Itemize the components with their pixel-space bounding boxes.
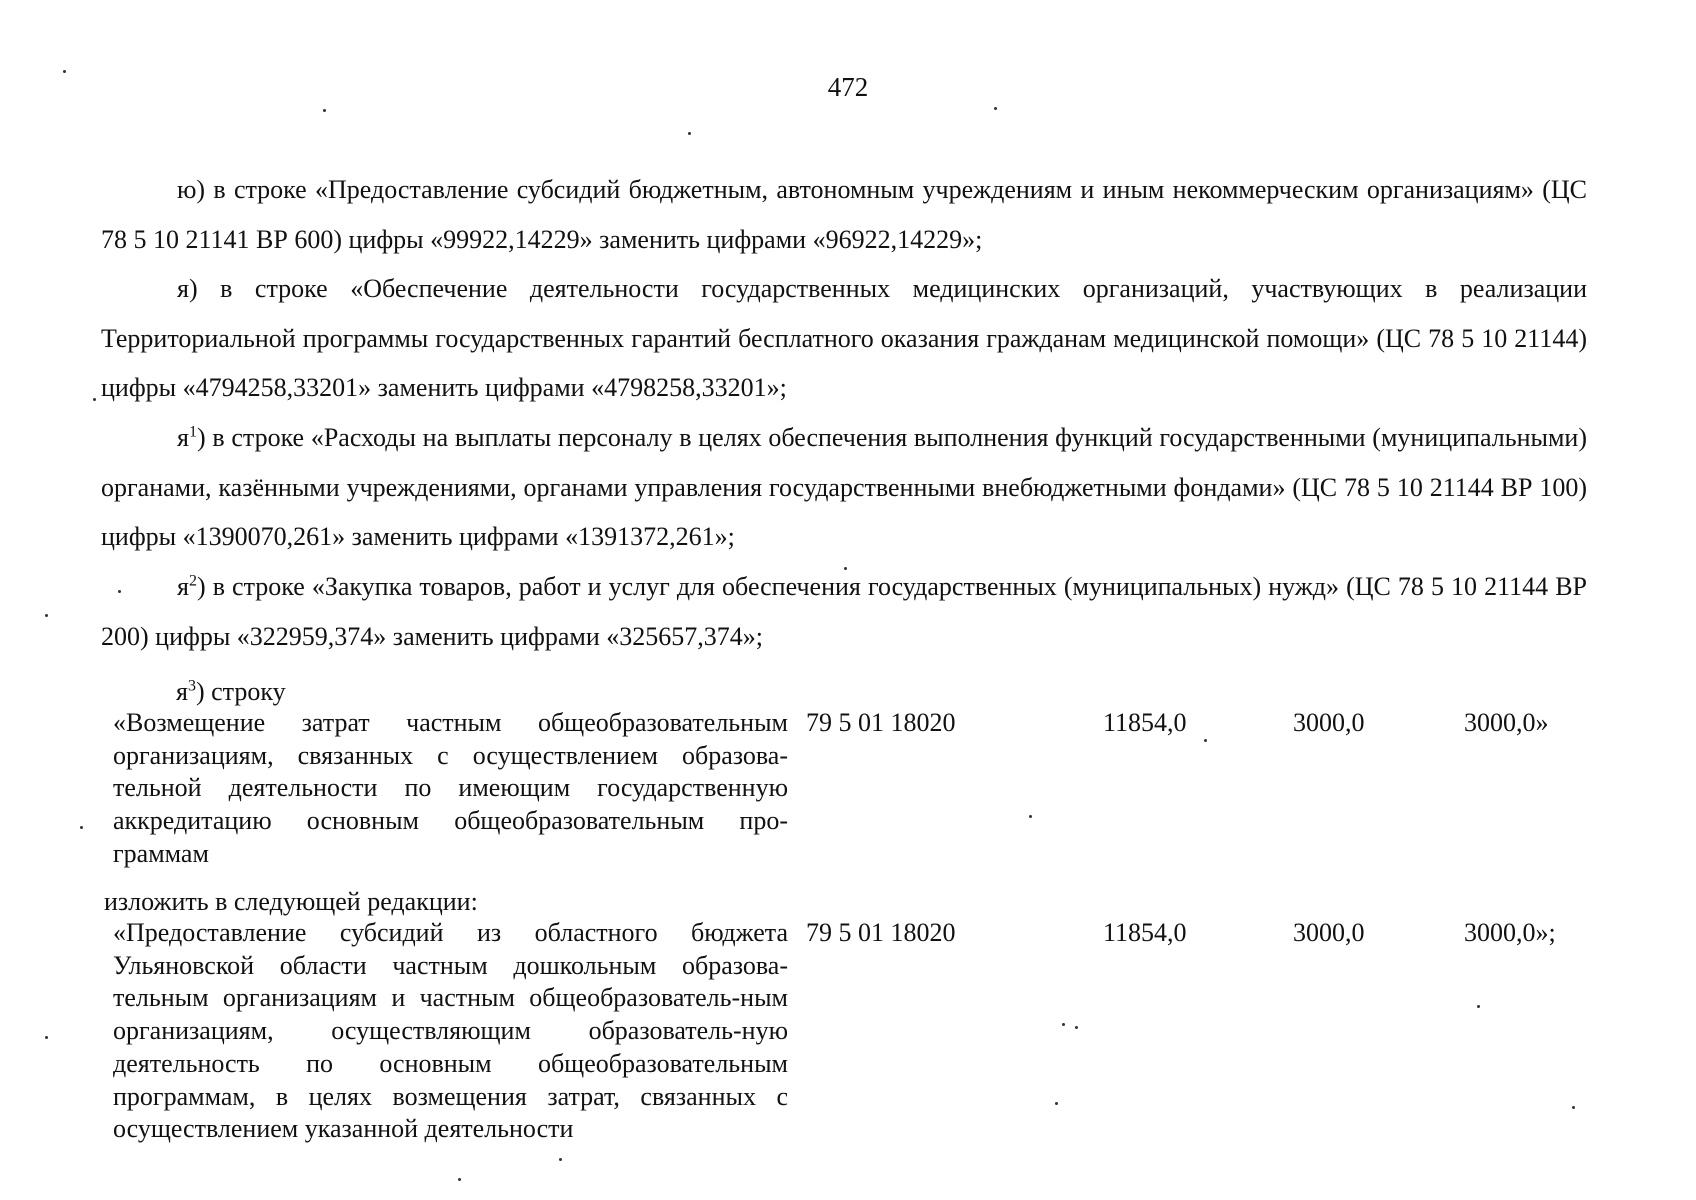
scan-speck <box>63 70 66 73</box>
item-marker-superscript: 3 <box>187 677 196 695</box>
paragraph-ya1 <box>101 413 1587 562</box>
item-marker: я <box>177 423 189 452</box>
scan-speck <box>1204 739 1207 742</box>
new-row-value-1: 11854,0 <box>1103 918 1187 947</box>
scan-speck <box>559 1158 562 1161</box>
item-marker-superscript: 2 <box>188 572 197 590</box>
item-marker-close: ) <box>195 677 205 706</box>
new-row-code: 79 5 01 18020 <box>806 918 956 947</box>
paragraph-ya <box>101 264 1587 413</box>
scan-speck <box>1477 1005 1480 1008</box>
item-marker: я <box>177 572 189 601</box>
paragraph-text: в строке «Предоставление субсидий бюджетным, автономным учреждениям и иным некоммерческим организациям» (ЦС 78 5 10 21141 ВР 600) цифры «99922,14229» заменить цифрами «96922,14229»; <box>101 175 1587 254</box>
scan-speck <box>844 567 847 570</box>
scan-speck <box>118 590 121 593</box>
new-row-value-2: 3000,0 <box>1293 918 1365 947</box>
scan-speck <box>1572 1106 1575 1109</box>
old-row-value-1: 11854,0 <box>1103 708 1187 737</box>
item-marker: я) <box>177 274 198 303</box>
scan-speck <box>45 614 48 617</box>
scan-speck <box>93 398 96 401</box>
new-row-name: «Предоставление субсидий из областного бюджета Ульяновской области частным дошкольным образова-тельным организациям и частным общеобразователь-ным организациям, осуществляющим образователь-ную деятельность по основным общеобразовательным программам, в целях возмещения затрат, связанных с осуществлением указанной деятельности <box>113 918 788 1144</box>
new-row-value-3: 3000,0»; <box>1464 918 1556 947</box>
paragraph-text: в строке «Расходы на выплаты персоналу в целях обеспечения выполнения функций государственными (муниципальными) органами, казёнными учреждениями, органами управления государственными внебюджетными фондами» (ЦС 78 5 10 21144 ВР 100) цифры «1390070,261» заменить цифрами «1391372,261»; <box>101 423 1587 551</box>
paragraph-text: в строке «Обеспечение деятельности государственных медицинских организаций, участвующих в реализации Территориальной программы государственных гарантий бесплатного оказания гражданам медицинской помощи» (ЦС 78 5 10 21144) цифры «4794258,33201» заменить цифрами «4798258,33201»; <box>101 274 1587 402</box>
scan-speck <box>1055 1102 1058 1105</box>
amendment-intro <box>176 676 286 708</box>
paragraph-text: в строке «Закупка товаров, работ и услуг для обеспечения государственных (муниципальных) нужд» (ЦС 78 5 10 21144 ВР 200) цифры «322959,374» заменить цифрами «325657,374»; <box>101 572 1587 651</box>
old-row-name: «Возмещение затрат частным общеобразовательным организациям, связанных с осуществлением образова-тельной деятельности по имеющим государственную аккредитацию основным общеобразовательным про-граммам <box>113 708 788 868</box>
paragraph-ya2 <box>101 562 1587 661</box>
scan-speck <box>688 132 691 135</box>
amendment-intro-text: строку <box>211 677 286 706</box>
scan-speck <box>45 1036 48 1039</box>
scan-speck <box>323 109 326 112</box>
old-row-value-3: 3000,0» <box>1464 708 1549 737</box>
scan-speck <box>1062 1023 1065 1026</box>
item-marker: ю) <box>177 175 206 204</box>
old-row-code: 79 5 01 18020 <box>806 708 956 737</box>
item-marker: я <box>176 677 188 706</box>
amendment-transition: изложить в следующей редакции: <box>104 887 478 916</box>
scan-speck <box>1029 815 1032 818</box>
item-marker-close: ) <box>196 423 206 452</box>
scan-speck <box>994 107 997 110</box>
scan-speck <box>1075 1026 1078 1029</box>
scan-speck <box>458 1178 461 1181</box>
old-row-value-2: 3000,0 <box>1293 708 1365 737</box>
paragraph-yu <box>101 165 1587 264</box>
scan-speck <box>80 826 83 829</box>
page-number: 472 <box>827 72 869 102</box>
item-marker-close: ) <box>196 572 206 601</box>
item-marker-superscript: 1 <box>188 423 197 441</box>
